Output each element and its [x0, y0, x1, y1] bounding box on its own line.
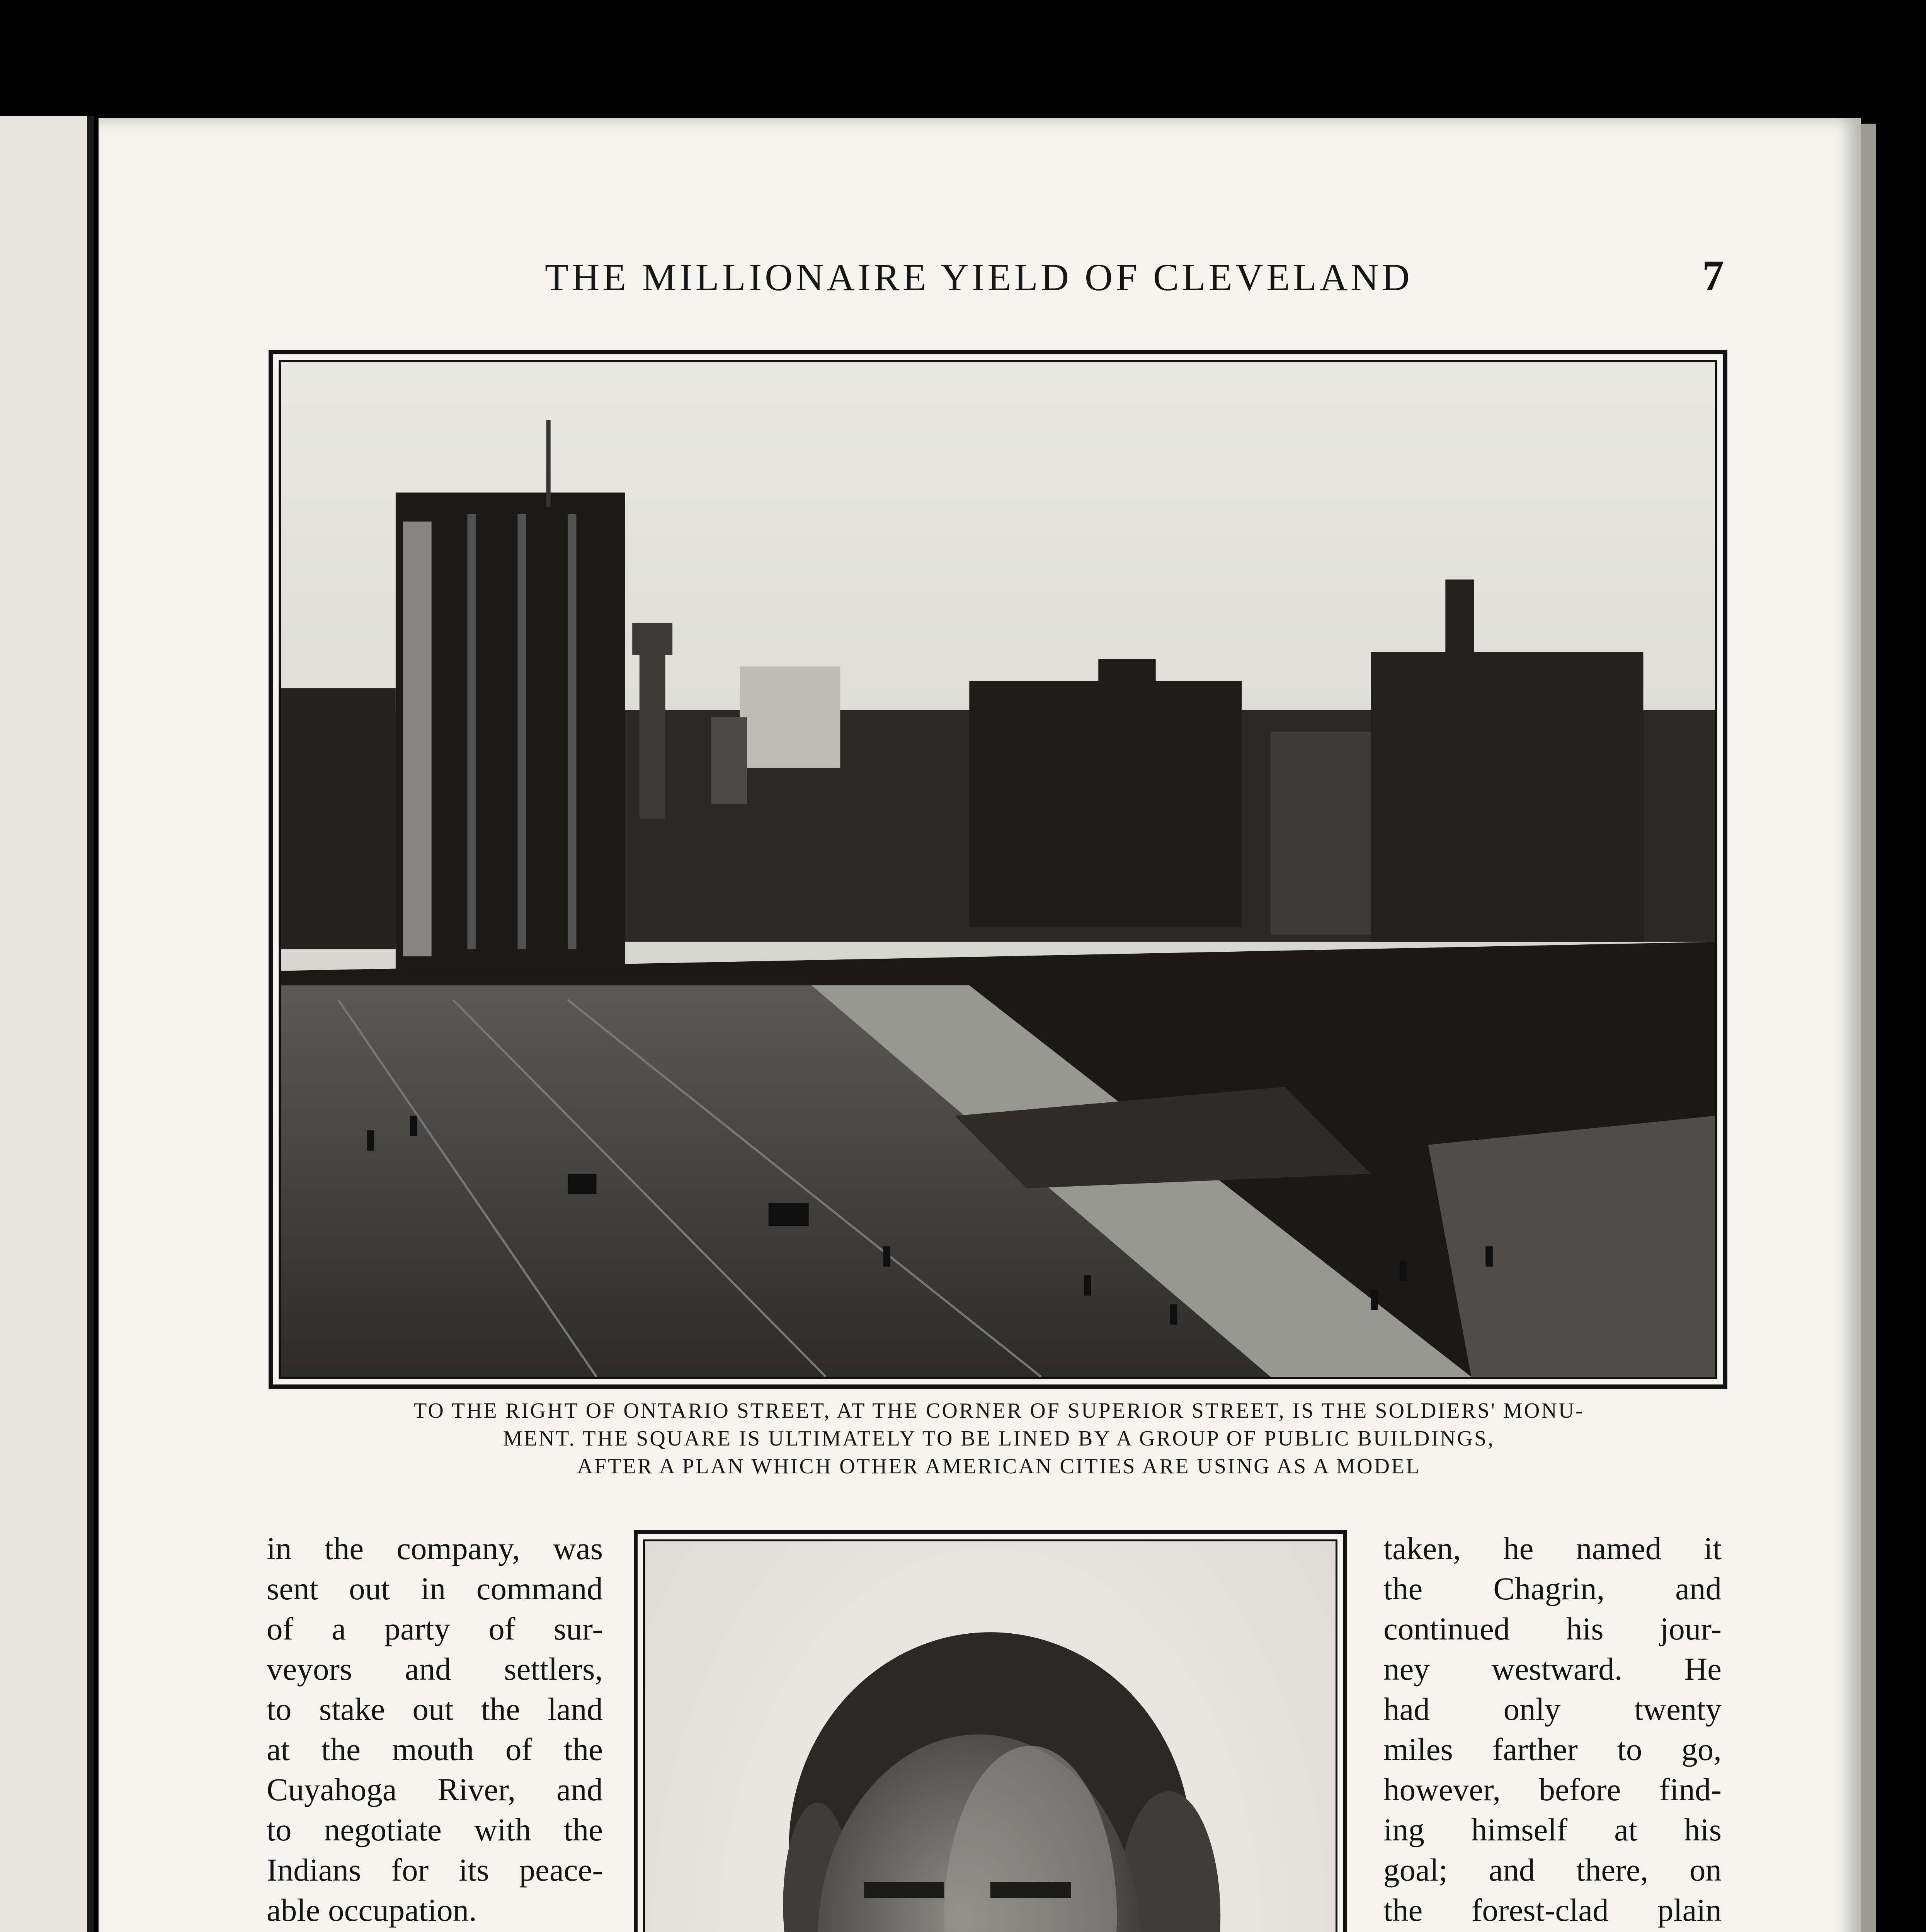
text-line: continued his jour- — [1383, 1611, 1722, 1646]
text-line: at the mouth of the — [267, 1731, 603, 1767]
text-line: veyors and settlers, — [267, 1651, 603, 1687]
text-line: the Chagrin, and — [1383, 1571, 1722, 1606]
text-line — [1383, 1930, 1722, 1932]
text-line: goal; and there, on — [1383, 1852, 1722, 1888]
caption-line: MENT. THE SQUARE IS ULTIMATELY TO BE LINED BY A GROUP OF PUBLIC BUILDINGS, — [503, 1427, 1495, 1451]
right-text-column — [1383, 1528, 1722, 1932]
text-line: of a party of sur- — [267, 1611, 603, 1646]
left-text-column — [267, 1528, 603, 1932]
street-scene-illustration — [281, 362, 1715, 1377]
page-edge-shadow — [1861, 124, 1876, 1932]
text-line: miles farther to go, — [1383, 1731, 1722, 1767]
text-line: however, before find- — [1383, 1772, 1722, 1807]
running-title: THE MILLIONAIRE YIELD OF CLEVELAND — [545, 256, 1413, 299]
text-line: ney westward. He — [1383, 1651, 1722, 1687]
previous-page-edge — [0, 116, 94, 1932]
text-line: able occupation. — [267, 1892, 477, 1928]
caption-line: TO THE RIGHT OF ONTARIO STREET, AT THE CORNER OF SUPERIOR STREET, IS THE SOLDIERS' MONU- — [413, 1399, 1584, 1423]
text-line: Cuyahoga River, and — [267, 1772, 603, 1807]
text-line: ing himself at his — [1383, 1812, 1722, 1847]
text-line: the forest-clad plain — [1383, 1892, 1722, 1928]
text-line: in the company, was — [267, 1531, 603, 1566]
portrait-photo — [634, 1530, 1347, 1932]
text-line: to negotiate with the — [267, 1812, 603, 1847]
caption-line: AFTER A PLAN WHICH OTHER AMERICAN CITIES ARE USING AS A MODEL — [577, 1454, 1421, 1478]
portrait-illustration — [645, 1541, 1336, 1932]
text-line: taken, he named it — [1383, 1531, 1722, 1566]
text-line: to stake out the land — [267, 1691, 603, 1727]
text-line — [267, 1930, 603, 1932]
text-line: had only twenty — [1383, 1691, 1722, 1727]
page-number: 7 — [1702, 252, 1724, 300]
street-photo-caption — [267, 1397, 1731, 1480]
street-photo-image — [279, 360, 1717, 1379]
portrait-image — [643, 1539, 1337, 1932]
street-photo — [269, 350, 1727, 1389]
text-line: Indians for its peace- — [267, 1852, 603, 1888]
text-line: sent out in command — [267, 1571, 603, 1606]
